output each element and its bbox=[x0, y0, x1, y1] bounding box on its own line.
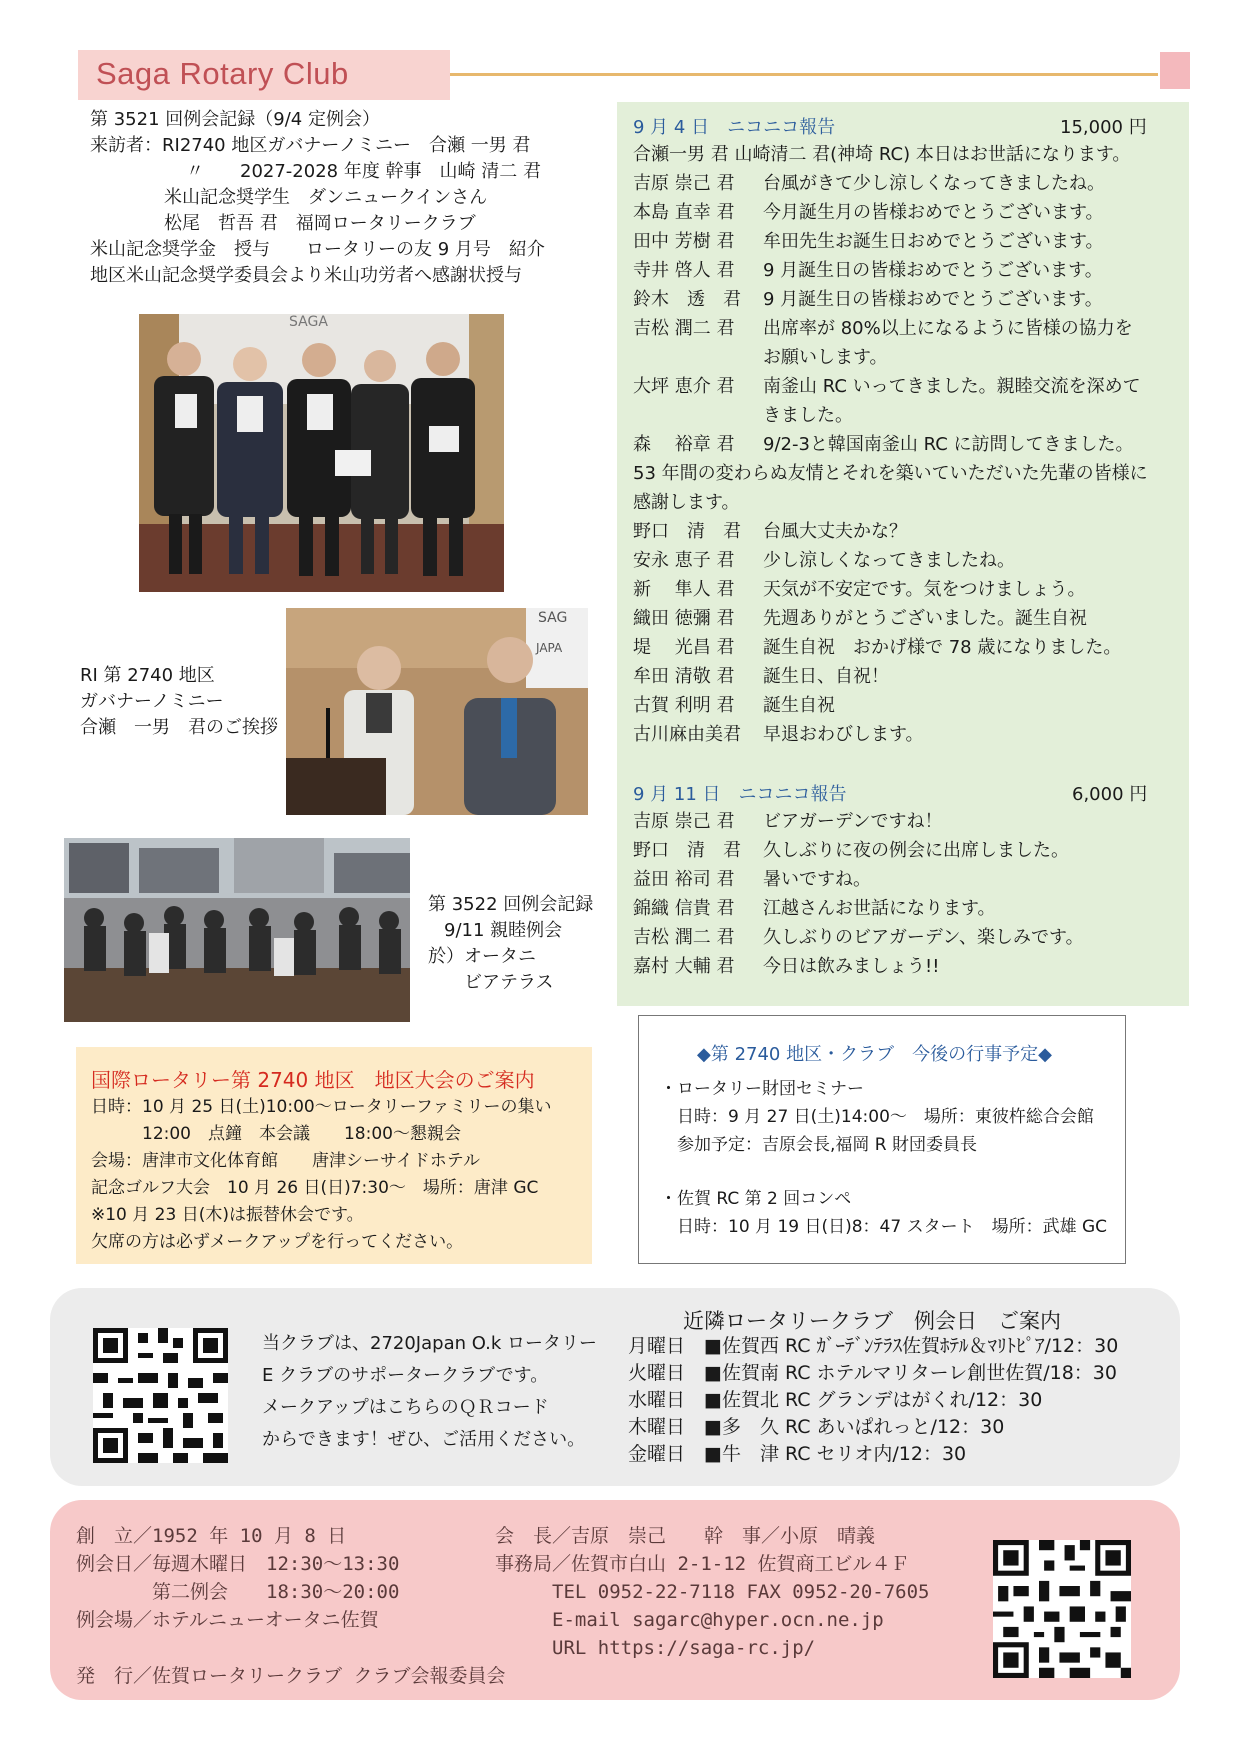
smile2-list bbox=[633, 807, 1084, 981]
smile-member: 安永 恵子 君 bbox=[633, 550, 735, 571]
smile-message: 牟田先生お誕生日おめでとうございます。 bbox=[763, 231, 1104, 252]
smile-member: 野口 清 君 bbox=[633, 521, 741, 542]
smile-message: 誕生自祝 おかげ様で 78 歳になりました。 bbox=[763, 637, 1122, 658]
district-line: 12:00 点鐘 本会議 18:00～懇親会 bbox=[91, 1124, 461, 1144]
smile-message: ビアガーデンですね！ bbox=[763, 811, 943, 832]
footer-right bbox=[495, 1522, 930, 1662]
nearby-thursday: 木曜日 ■多 久 RC あいぱれっと/12：30 bbox=[628, 1416, 1005, 1438]
smile-member: 錦織 信貴 君 bbox=[633, 898, 735, 919]
eclub-qr-code[interactable] bbox=[93, 1328, 228, 1463]
smile-message: 台風がきて少し涼しくなってきましたね。 bbox=[763, 173, 1105, 194]
smile-message: 9 月誕生日の皆様おめでとうございます。 bbox=[763, 289, 1103, 310]
nearby-monday: 月曜日 ■佐賀西 RC ｶﾞｰﾃﾞﾝﾃﾗｽ佐賀ﾎﾃﾙ＆ﾏﾘﾄﾋﾟｱ/12：30 bbox=[628, 1335, 1119, 1357]
header-rule bbox=[450, 73, 1158, 76]
terrace-photo bbox=[64, 838, 410, 1022]
smile-message: 南釜山 RC いってきました。親睦交流を深めて bbox=[763, 376, 1141, 397]
eclub-line: メークアップはこちらのＱＲコード bbox=[262, 1397, 549, 1418]
footer-meeting-day: 例会日／毎週木曜日 12:30～13:30 bbox=[76, 1553, 400, 1575]
schedule-spacer bbox=[660, 1159, 1107, 1185]
smile-message: 久しぶりに夜の例会に出席しました。 bbox=[763, 840, 1069, 861]
club-site-qr-code[interactable] bbox=[993, 1540, 1131, 1678]
footer-second-meeting: 第二例会 18:30～20:00 bbox=[76, 1581, 400, 1603]
smile-row bbox=[633, 894, 1084, 923]
speech-caption-1: RI 第 2740 地区 bbox=[80, 665, 215, 686]
smile-row bbox=[633, 401, 1148, 430]
district-line: 会場：唐津市文化体育館 唐津シーサイドホテル bbox=[91, 1151, 480, 1171]
photo1-sign: SAGA bbox=[289, 314, 328, 330]
smile-member: 新 隼人 君 bbox=[633, 579, 735, 600]
smile-message: 天気が不安定です。気をつけましょう。 bbox=[763, 579, 1086, 600]
nearby-list bbox=[628, 1333, 1118, 1468]
smile-member: 嘉村 大輔 君 bbox=[633, 956, 735, 977]
speech-caption bbox=[80, 663, 278, 741]
smile-message: きました。 bbox=[763, 405, 853, 426]
smile-member: 野口 清 君 bbox=[633, 840, 741, 861]
smile-member: 織田 徳彌 君 bbox=[633, 608, 735, 629]
district-line: 記念ゴルフ大会 10 月 26 日(日)7:30～ 場所：唐津 GC bbox=[91, 1178, 539, 1198]
nearby-wednesday: 水曜日 ■佐賀北 RC グランデはがくれ/12：30 bbox=[628, 1389, 1043, 1411]
photo2-sign-2: JAPA bbox=[536, 641, 563, 655]
smile-member: 吉原 崇己 君 bbox=[633, 811, 735, 832]
eclub-text bbox=[262, 1328, 597, 1456]
schedule-line: ・ロータリー財団セミナー bbox=[660, 1079, 864, 1099]
smile-message: 誕生自祝 bbox=[763, 695, 835, 716]
smile-message: 江越さんお世話になります。 bbox=[763, 898, 996, 919]
smile-row bbox=[633, 604, 1148, 633]
schedule-line: ・佐賀 RC 第 2 回コンペ bbox=[660, 1189, 852, 1209]
smile-row bbox=[633, 372, 1148, 401]
smile-row bbox=[633, 865, 1084, 894]
party-caption-4: ビアテラス bbox=[464, 972, 554, 993]
party-caption-1: 第 3522 回例会記録 bbox=[428, 894, 594, 915]
smile-message: 今日は飲みましょう!! bbox=[763, 956, 940, 977]
smile-member: 本島 直幸 君 bbox=[633, 202, 735, 223]
smile2-title: 9 月 11 日 ニコニコ報告 bbox=[633, 784, 847, 805]
footer-venue: 例会場／ホテルニューオータニ佐賀 bbox=[76, 1609, 379, 1631]
smile1-list bbox=[633, 140, 1148, 749]
speech-photo bbox=[286, 608, 588, 815]
nearby-friday: 金曜日 ■牛 津 RC セリオ内/12：30 bbox=[628, 1443, 967, 1465]
header-square bbox=[1160, 52, 1190, 89]
smile-member: 合瀬一男 君 山崎清二 君(神埼 RC) bbox=[633, 144, 911, 165]
smile-message: 本日はお世話になります。 bbox=[915, 144, 1131, 165]
smile-row bbox=[633, 923, 1084, 952]
schedule-line: 日時：9 月 27 日(土)14:00～ 場所：東彼杵総合会館 bbox=[660, 1107, 1094, 1127]
smile-row bbox=[633, 140, 1148, 169]
smile-row bbox=[633, 227, 1148, 256]
smile-message: 9/2-3と韓国南釜山 RC に訪問してきました。 bbox=[763, 434, 1134, 455]
smile-message: 台風大丈夫かな？ bbox=[763, 521, 907, 542]
photo2-sign-1: SAG bbox=[538, 610, 568, 626]
smile-member: 森 裕章 君 bbox=[633, 434, 735, 455]
footer-spacer bbox=[76, 1634, 505, 1662]
smile-row bbox=[633, 691, 1148, 720]
smile-member: 吉原 崇己 君 bbox=[633, 173, 735, 194]
record-award: 米山記念奨学金 授与 ロータリーの友 9 月号 紹介 bbox=[90, 239, 545, 260]
smile-message: 先週ありがとうございました。誕生自祝 bbox=[763, 608, 1087, 629]
smile1-amount: 15,000 円 bbox=[1060, 117, 1147, 138]
schedule-title: ◆第 2740 地区・クラブ 今後の行事予定◆ bbox=[697, 1044, 1052, 1065]
smile1-title: 9 月 4 日 ニコニコ報告 bbox=[633, 117, 836, 138]
footer-founded: 創 立／1952 年 10 月 8 日 bbox=[76, 1525, 347, 1547]
smile-member: 古川麻由美君 bbox=[633, 724, 741, 745]
eclub-line: からできます！ぜひ、ご活用ください。 bbox=[262, 1429, 586, 1450]
district-line: 欠席の方は必ずメークアップを行ってください。 bbox=[91, 1232, 464, 1252]
meeting-record bbox=[90, 107, 545, 289]
smile-row bbox=[633, 256, 1148, 285]
smile-message: 少し涼しくなってきましたね。 bbox=[763, 550, 1015, 571]
footer-publisher: 発 行／佐賀ロータリークラブ クラブ会報委員会 bbox=[76, 1665, 506, 1687]
schedule-line: 参加予定：吉原会長,福岡 R 財団委員長 bbox=[660, 1135, 978, 1155]
district-title: 国際ロータリー第 2740 地区 地区大会のご案内 bbox=[91, 1068, 535, 1092]
smile-message: 出席率が 80%以上になるように皆様の協力を bbox=[763, 318, 1133, 339]
speech-caption-2: ガバナーノミニー bbox=[80, 691, 224, 712]
party-caption-3: 於）オータニ bbox=[428, 946, 536, 967]
smile-row bbox=[633, 459, 1148, 488]
smile-row bbox=[633, 662, 1148, 691]
smile-member: 田中 芳樹 君 bbox=[633, 231, 735, 252]
smile-message: 今月誕生月の皆様おめでとうございます。 bbox=[763, 202, 1104, 223]
smile-row bbox=[633, 198, 1148, 227]
smile-member: 古賀 利明 君 bbox=[633, 695, 735, 716]
record-visitor-4: 松尾 哲吾 君 福岡ロータリークラブ bbox=[164, 213, 476, 234]
smile-member: 牟田 清敬 君 bbox=[633, 666, 735, 687]
smile-row bbox=[633, 488, 1148, 517]
smile-row bbox=[633, 546, 1148, 575]
smile-message: お願いします。 bbox=[763, 347, 888, 368]
smile-row bbox=[633, 430, 1148, 459]
smile-row bbox=[633, 836, 1084, 865]
eclub-line: 当クラブは、2720Japan O.k ロータリー bbox=[262, 1333, 598, 1354]
footer-office: 事務局／佐賀市白山 2-1-12 佐賀商工ビル４Ｆ bbox=[495, 1553, 910, 1575]
smile-message: 感謝します。 bbox=[633, 492, 740, 513]
smile-row bbox=[633, 720, 1148, 749]
party-caption bbox=[428, 892, 593, 996]
record-visitor: 来訪者：RI2740 地区ガバナーノミニー 合瀬 一男 君 bbox=[90, 135, 531, 156]
club-title: Saga Rotary Club bbox=[96, 56, 349, 91]
record-visitor-3: 米山記念奨学生 ダンニュークインさん bbox=[164, 187, 488, 208]
footer-email[interactable]: E-mail sagarc@hyper.ocn.ne.jp bbox=[495, 1609, 884, 1631]
schedule-list bbox=[660, 1075, 1107, 1241]
smile-row bbox=[633, 575, 1148, 604]
smile-row bbox=[633, 285, 1148, 314]
eclub-line: E クラブのサポータークラブです。 bbox=[262, 1365, 549, 1386]
nearby-title: 近隣ロータリークラブ 例会日 ご案内 bbox=[683, 1309, 1061, 1333]
district-line: ※10 月 23 日(木)は振替休会です。 bbox=[91, 1205, 364, 1225]
smile-row bbox=[633, 952, 1084, 981]
smile-message: 53 年間の変わらぬ友情とそれを築いていただいた先輩の皆様に bbox=[633, 463, 1148, 484]
footer-officers: 会 長／吉原 崇己 幹 事／小原 晴義 bbox=[495, 1525, 876, 1547]
smile-member: 鈴木 透 君 bbox=[633, 289, 741, 310]
footer-left bbox=[76, 1522, 505, 1690]
smile-message: 暑いですね。 bbox=[763, 869, 871, 890]
district-line: 日時：10 月 25 日(土)10:00～ロータリーファミリーの集い bbox=[91, 1097, 552, 1117]
smile-row bbox=[633, 633, 1148, 662]
smile-member: 大坪 恵介 君 bbox=[633, 376, 735, 397]
record-thanks: 地区米山記念奨学委員会より米山功労者へ感謝状授与 bbox=[90, 265, 522, 286]
record-visitor-2: 〃 2027-2028 年度 幹事 山崎 清二 君 bbox=[186, 161, 541, 182]
smile-member: 吉松 潤二 君 bbox=[633, 927, 735, 948]
speech-caption-3: 合瀬 一男 君のご挨拶 bbox=[80, 717, 278, 738]
smile-message: 久しぶりのビアガーデン、楽しみです。 bbox=[763, 927, 1084, 948]
district-details bbox=[91, 1094, 552, 1256]
nearby-tuesday: 火曜日 ■佐賀南 RC ホテルマリターレ創世佐賀/18：30 bbox=[628, 1362, 1117, 1384]
record-title: 第 3521 回例会記録（9/4 定例会） bbox=[90, 109, 380, 130]
smile-row bbox=[633, 517, 1148, 546]
smile-member: 吉松 潤二 君 bbox=[633, 318, 735, 339]
smile-row bbox=[633, 169, 1148, 198]
footer-tel-fax: TEL 0952-22-7118 FAX 0952-20-7605 bbox=[495, 1581, 930, 1603]
party-caption-2: 9/11 親睦例会 bbox=[444, 920, 563, 941]
smile-row bbox=[633, 343, 1148, 372]
smile-row bbox=[633, 314, 1148, 343]
smile-member: 堤 光昌 君 bbox=[633, 637, 735, 658]
schedule-line: 日時：10 月 19 日(日)8：47 スタート 場所：武雄 GC bbox=[660, 1217, 1108, 1237]
smile-member: 益田 裕司 君 bbox=[633, 869, 735, 890]
smile-message: 早退おわびします。 bbox=[763, 724, 924, 745]
smile-member: 寺井 啓人 君 bbox=[633, 260, 735, 281]
smile-message: 9 月誕生日の皆様おめでとうございます。 bbox=[763, 260, 1103, 281]
smile-row bbox=[633, 807, 1084, 836]
group-photo bbox=[139, 314, 504, 592]
smile2-amount: 6,000 円 bbox=[1072, 784, 1148, 805]
smile-message: 誕生日、自祝！ bbox=[763, 666, 889, 687]
footer-url[interactable]: URL https://saga-rc.jp/ bbox=[495, 1637, 816, 1659]
